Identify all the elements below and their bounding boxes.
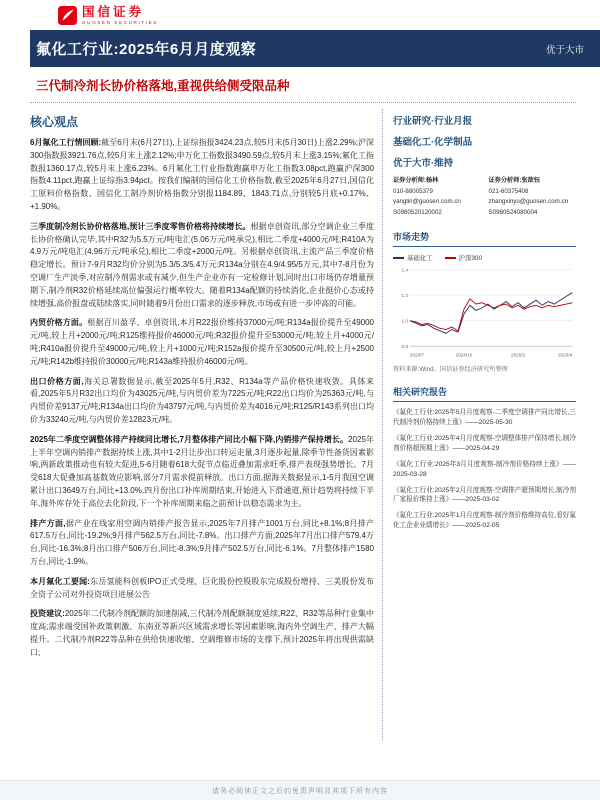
core-view-paragraph <box>30 376 374 427</box>
legend-item <box>393 253 433 262</box>
market-trend-title: 市场走势 <box>393 230 576 247</box>
report-subtitle: 三代制冷剂长协价格落地,重视供给侧受限品种 <box>36 79 290 93</box>
analyst-name-label: 杨林 <box>426 177 439 184</box>
analyst-cert: S0980520120002 <box>393 208 442 216</box>
legend-swatch-industry <box>393 257 404 259</box>
paragraph-lead: 出口价格方面, <box>30 376 84 386</box>
chart-source: 资料来源:Wind、国信证券经济研究所整理 <box>393 366 508 374</box>
legend-item <box>445 253 482 262</box>
analyst-phone: 010-88005379 <box>393 187 433 195</box>
analyst-phone: 021-60375408 <box>488 187 529 195</box>
sidebar <box>382 109 576 741</box>
related-report-title[interactable]: 《氟化工行业:2025年1月月度观察-制冷剂价格维持高位,看好氟化工企业业绩增长》 <box>393 512 576 530</box>
paragraph-text: 东岳氢能科创板IPO正式受理、巨化股份控股股东完成股份增持、三美股份发布全资子公司对外投资项目进展公告 <box>30 576 374 599</box>
core-views-title: 核心观点 <box>30 115 79 129</box>
legend-label: 基础化工 <box>407 255 433 263</box>
analyst-card <box>393 176 481 218</box>
paragraph-lead: 排产方面, <box>30 518 66 528</box>
guosen-logo-icon <box>58 6 77 25</box>
paragraph-lead: 2025年二季度空调整体排产持续同比增长,7月整体排产同比小幅下降,内销排产保持增长。 <box>30 434 349 444</box>
paragraph-text: 据产业在线家用空调内销排产报告显示,2025年7月排产1001万台,同比+8.1%;8月排产617.5万台,同比-19.2%;9月排产562.5万台,同比-7.8%。出口排产方面,2025年7月出口排产579.4万台,同比-16.3%;8月出口排产506万台,同比-8.3%;9月排产502.5万台,同比-6.1%。7月整体排产1580万台,同比-1.9%。 <box>30 518 374 566</box>
svg-text:2025/4: 2025/4 <box>558 352 573 358</box>
analyst-name <box>393 176 481 187</box>
rating-badge: 优于大市 <box>545 44 584 56</box>
analyst-email[interactable]: yanglin@guosen.com.cn <box>393 198 461 206</box>
analyst-cert: S0980524080004 <box>488 208 538 216</box>
svg-text:2024/7: 2024/7 <box>409 352 425 358</box>
paragraph-text: 海关总署数据显示,截至2025年5月,R32、R134a等产品价格快速收敛。具体来看,2025年5月R32出口均价为43025元/吨,与内贸价差为7225元/吨;R22出口均价为25363元/吨,与内贸价差9137元/吨;R134a出口均价为43797元/吨,与内贸价差为4016元/吨;R125/R143系列出口均价为33240元/吨,与内贸价差12823元/吨。 <box>30 376 374 424</box>
related-report-date: ——2025-05-30 <box>465 419 513 427</box>
core-view-paragraph <box>30 576 374 602</box>
paragraph-lead: 三季度制冷剂长协价格落地,预计三季度零售价格将持续增长。 <box>30 221 251 231</box>
related-report[interactable] <box>393 408 576 428</box>
svg-text:1.0: 1.0 <box>401 318 408 324</box>
core-view-paragraph <box>30 434 374 511</box>
svg-text:2025/1: 2025/1 <box>510 352 526 358</box>
analyst-name <box>489 176 577 187</box>
analyst-block <box>393 176 576 218</box>
industry-label: 基础化工·化学制品 <box>393 137 473 148</box>
guosen-logo <box>58 6 600 25</box>
related-report[interactable] <box>393 486 576 506</box>
analyst-email[interactable]: zhangxinyu@guosen.com.cn <box>488 198 569 206</box>
related-report-title[interactable]: 《氟化工行业:2025年2月月度观察-空调排产超预期增长,制冷剂厂家报价维持上涨》 <box>393 486 576 504</box>
core-view-paragraph <box>30 317 374 368</box>
market-chart <box>393 264 576 361</box>
disclaimer-text: 请务必阅读正文之后的免责声明及其项下所有内容 <box>212 787 388 795</box>
core-view-paragraph <box>30 137 374 214</box>
paragraph-lead: 本月氟化工要闻: <box>30 576 90 586</box>
report-title: 氟化工行业:2025年6月月度观察 <box>36 41 257 58</box>
logo-cn-label: 国信证券 <box>82 5 145 20</box>
core-view-paragraph <box>30 221 374 311</box>
related-report[interactable] <box>393 511 576 531</box>
paragraph-text: 根据卓创资讯,部分空调企业三季度长协价格确认完毕,其中R32为5.5万元/吨电汇(5.06万元/吨承兑),相比二季度+4000元/吨;R410A为4.9万元/吨电汇(4.96万元/吨承兑),相比二季度+2000元/吨。另根据卓创资讯,主流产品三季度价格稳定增长。预计7-9月R32均价分别为5.3/5.3/5.4万元;R134a分别在4.9/4.95/5万元,其中7-8月份为空调厂生产淡季,对应制冷剂需求或有减少,但生产企业亦有一定检修计划,同时出口市场仍存增量预期下,制冷剂R32价格延续高位偏强运行概率较大。随着R134a配额的持续消化,企业挺价心态或持续增强,高价报盘或陆续落实,同时随着9月份出口需求的逐步释放,市场或有进一步冲高的可能。 <box>30 221 374 308</box>
content-columns <box>30 102 576 741</box>
paragraph-text: 2025年二代制冷剂配额的加速削减,三代制冷剂配额制度延续,R22、R32等品种行业集中度高;需求端受国补政策刺激、东南亚等新兴区域需求增长等因素影响,海内外空调生产、排产大幅提升。二代制冷剂R22等品种在供给快速收缩、空调维修市场的支撑下,预计2025年将出现供需缺口; <box>30 609 374 657</box>
top-bar <box>0 0 600 30</box>
related-report-date: ——2025-03-28 <box>393 460 576 478</box>
title-band <box>30 30 600 67</box>
core-view-paragraph <box>30 608 374 659</box>
paragraph-lead: 投资建议: <box>30 609 65 619</box>
paragraph-text: 2025年上半年空调内销排产数据持续上涨,其中1-2月让步出口转运走量,3月逐步起量,除季节性备货因素影响,两新政策推动也有较大促进,5-6月随着618大促节点临近叠加需求旺季,排产表现强势增长。7月受618大促叠加高基数效应影响,部分7月需求提前释放。出口方面,据海关数据显示,1-5月我国空调累计出口3649万台,同比+13.0%,四月份出口补库周期结束,开始进入下滑通道,预计趋势将持续下半年,海外库存处于高位去化阶段,下一个补库周期来临之前预计以稳态需求为主。 <box>30 434 374 508</box>
paragraph-lead: 6月氟化工行情回顾: <box>30 138 102 147</box>
related-report-date: ——2025-03-02 <box>452 496 500 504</box>
related-report-title[interactable]: 《氟化工行业:2025年3月月度观察-制冷剂价格持续上涨》 <box>393 460 563 468</box>
svg-text:0.8: 0.8 <box>401 343 408 349</box>
rating-line: 优于大市·维持 <box>393 158 454 169</box>
legend-swatch-csi300 <box>445 257 456 259</box>
svg-text:2024/10: 2024/10 <box>455 352 473 358</box>
footer <box>0 780 600 800</box>
analyst-card <box>489 176 577 218</box>
related-report-title[interactable]: 《氟化工行业:2025年5月月度观察-二季度空调排产同比增长,三代制冷剂价格持续上涨》 <box>393 409 576 427</box>
paragraph-text: 根据百川盈孚、卓创资讯,本月R22报价维持37000元/吨;R134a报价提升至49000元/吨,较上月+2000元/吨;R125维持报价46000元/吨;R32报价提升至53000元/吨,较上月+4000元/吨;R410a报价提升至49000元/吨,较上月+1000元/吨;R152a报价提升至30500元/吨,较上月+2500元/吨;R142b维持报价30000元/吨;R143a维持报价46000元/吨。 <box>30 318 374 366</box>
related-report-title[interactable]: 《氟化工行业:2025年4月月度观察-空调整体排产保持增长,制冷剂价格超预期上涨》 <box>393 435 576 452</box>
related-reports-title: 相关研究报告 <box>393 385 576 402</box>
related-report[interactable] <box>393 460 576 480</box>
analyst-role-label: 证券分析师: <box>488 177 522 184</box>
paragraph-lead: 内贸价格方面。 <box>30 318 88 328</box>
svg-text:1.4: 1.4 <box>401 267 408 273</box>
related-report-date: ——2025-04-29 <box>452 444 500 452</box>
paragraph-text: 截至6月末(6月27日),上证综指报3424.23点,较5月末(5月30日)上涨2.29%;沪深300指数报3921.76点,较5月末上涨2.12%;申万化工指数报3490.59点,较5月末上涨3.15%;氟化工指数报1360.17点,较5月末上涨6.23%。6月氟化工行业指数跑赢申万化工指数3.08pct,跑赢沪深300指数4.11pct,跑赢上证综指3.94pct。按我们编制的国信化工价格指数,截至2025年6月27日,国信化工原料价格指数、国信化工制冷剂价格指数分别报1184.89、1843.71点,分别较5月底+0.17%、+1.90%。 <box>30 138 374 211</box>
related-report-date: ——2025-02-05 <box>452 522 500 530</box>
main-column <box>30 109 382 741</box>
legend-label: 沪深300 <box>458 255 483 263</box>
analyst-role-label: 证券分析师: <box>393 177 426 184</box>
core-view-paragraph <box>30 518 374 569</box>
guosen-logo-text <box>82 6 158 25</box>
related-report[interactable] <box>393 434 576 454</box>
research-type: 行业研究·行业月报 <box>393 116 473 127</box>
chart-legend <box>393 253 576 262</box>
analyst-name-label: 张歆钰 <box>521 177 541 184</box>
logo-en-label: GUOSEN SECURITIES <box>82 19 158 25</box>
svg-text:1.2: 1.2 <box>401 292 408 298</box>
